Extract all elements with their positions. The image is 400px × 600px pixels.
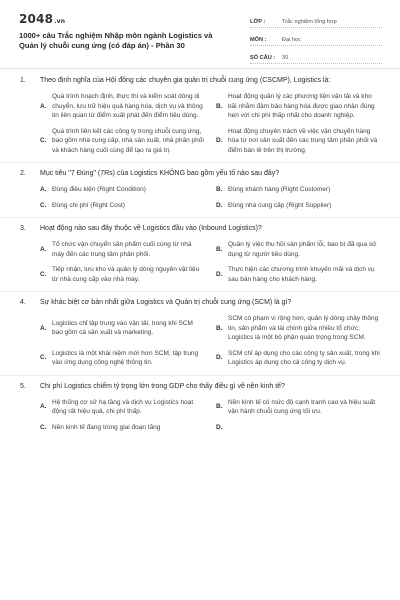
option-text: Đúng khách hàng (Right Customer) (228, 186, 331, 193)
question-header (0, 298, 400, 308)
option-d[interactable] (216, 420, 380, 436)
option-text: Đúng chi phí (Right Cost) (52, 201, 125, 209)
meta-value: Trắc nghiệm tổng hợp (282, 19, 337, 25)
option-a[interactable] (40, 237, 204, 262)
question-list (0, 76, 400, 441)
question-number: 2. (20, 170, 26, 177)
option-letter: A. (40, 186, 47, 193)
option-b[interactable] (216, 237, 380, 262)
meta-label: LỚP : (250, 19, 266, 25)
document-meta (250, 14, 382, 68)
question-header (0, 224, 400, 234)
option-text: Nền kinh tế đang trong giai đoạn tăng (52, 423, 161, 431)
option-c[interactable] (40, 198, 204, 214)
option-d[interactable] (216, 262, 380, 287)
option-letter: A. (40, 324, 47, 332)
question-4 (0, 298, 400, 376)
option-text: SCM có phạm vi rộng hơn, quản lý dòng chảy thông tin, sản phẩm và tài chính giữa nhiều tổ chức; Logistics là một bộ phận quan trọng trong SCM. (228, 315, 379, 341)
option-c[interactable] (40, 262, 204, 287)
option-a[interactable] (40, 182, 204, 198)
option-b[interactable] (216, 395, 380, 420)
option-letter: A. (40, 403, 47, 411)
option-letter: C. (40, 423, 47, 431)
options (0, 89, 400, 158)
option-text: Hoạt động quản lý các phương tiện vận tải và kho bãi nhằm đảm bảo hàng hóa được giao nhận đúng hẹn với chi phí thấp nhất cho doanh nghiệp. (228, 93, 375, 119)
meta-label: MÔN : (250, 37, 267, 43)
question-separator (0, 217, 400, 218)
question-number: 3. (20, 225, 26, 232)
question-header (0, 76, 400, 86)
option-letter: A. (40, 102, 47, 110)
meta-class (250, 14, 382, 28)
option-letter: D. (216, 201, 223, 209)
meta-subject (250, 32, 382, 46)
option-a[interactable] (40, 89, 204, 124)
option-letter: D. (216, 354, 223, 362)
option-a[interactable] (40, 395, 204, 420)
logo-suffix: .vn (54, 18, 66, 25)
header-divider (0, 68, 400, 69)
options (0, 237, 400, 287)
question-header (0, 169, 400, 179)
question-number: 4. (20, 299, 26, 306)
option-text: Đúng nhà cung cấp (Right Supplier) (228, 201, 332, 209)
question-separator (0, 375, 400, 376)
question-number: 1. (20, 77, 26, 84)
option-letter: D. (216, 270, 223, 278)
option-c[interactable] (40, 420, 204, 436)
option-text: Quản lý việc thu hồi sản phẩm lỗi, bao bì đã qua sử dụng từ người tiêu dùng. (228, 241, 377, 258)
option-letter: B. (216, 102, 223, 110)
option-letter: C. (40, 137, 47, 144)
meta-question-count (250, 50, 382, 64)
question-text: Mục tiêu "7 Đúng" (7Rs) của Logistics KHÔNG bao gồm yếu tố nào sau đây? (40, 170, 280, 177)
question-3 (0, 224, 400, 292)
question-1 (0, 76, 400, 163)
question-text: Theo định nghĩa của Hội đồng các chuyên gia quản trị chuỗi cung ứng (CSCMP), Logistics là: (40, 77, 331, 84)
meta-label: SỐ CÂU : (250, 55, 276, 61)
question-text: Chi phí Logistics chiếm tỷ trọng lớn trong GDP cho thấy điều gì về nền kinh tế? (40, 382, 285, 390)
option-letter: A. (40, 245, 47, 253)
option-letter: B. (216, 403, 223, 411)
logo-main: 2048 (19, 12, 54, 26)
question-2 (0, 169, 400, 218)
document-title: 1000+ câu Trắc nghiệm Nhập môn ngành Logistics và Quản lý chuỗi cung ứng (có đáp án) - Phần 30 (19, 31, 213, 50)
option-letter: C. (40, 201, 47, 209)
option-letter: C. (40, 270, 47, 278)
option-text: Nền kinh tế có mức độ cạnh tranh cao và hiệu suất vận hành chuỗi cung ứng tối ưu. (228, 398, 376, 415)
option-text: Hệ thống cơ sở hạ tầng và dịch vụ Logistics hoạt động rất hiệu quả, chi phí thấp. (52, 398, 194, 415)
option-text: Tiếp nhận, lưu kho và quản lý dòng nguyên vật liệu từ nhà cung cấp vào nhà máy. (52, 266, 200, 283)
option-d[interactable] (216, 124, 380, 159)
option-d[interactable] (216, 346, 380, 371)
option-text: Thực hiện các chương trình khuyến mãi và dịch vụ sau bán hàng cho khách hàng. (228, 266, 375, 283)
option-text: Đúng điều kiện (Right Condition) (52, 186, 146, 193)
option-text: Logistics là một khái niệm mới hơn SCM, tập trung vào ứng dụng công nghệ thông tin. (52, 349, 199, 366)
question-separator (0, 291, 400, 292)
option-letter: D. (216, 423, 223, 431)
option-text: Logistics chỉ tập trung vào vận tải, trong khi SCM bao gồm cả sản xuất và marketing. (52, 319, 193, 337)
question-number: 5. (20, 382, 26, 390)
question-separator (0, 162, 400, 163)
site-logo[interactable] (19, 12, 65, 26)
options (0, 395, 400, 436)
option-text: Quá trình liên kết các công ty trong chuỗi cung ứng, bao gồm nhà cung cấp, nhà sản xuất, nhà phân phối và khách hàng cuối cùng để tạo ra giá trị. (52, 127, 204, 154)
option-letter: B. (216, 186, 223, 193)
option-text: Quá trình hoạch định, thực thi và kiểm soát dòng di chuyển, lưu trữ hiệu quả hàng hóa, dịch vụ và thông tin liên quan từ điểm xuất phát đến điểm tiêu dùng. (52, 93, 203, 119)
options (0, 182, 400, 213)
option-letter: B. (216, 245, 223, 253)
option-b[interactable] (216, 311, 380, 346)
option-letter: B. (216, 324, 223, 332)
option-c[interactable] (40, 124, 204, 159)
option-c[interactable] (40, 346, 204, 371)
question-5 (0, 382, 400, 436)
options (0, 311, 400, 371)
option-d[interactable] (216, 198, 380, 214)
option-text: SCM chỉ áp dụng cho các công ty sản xuất, trong khi Logistics áp dụng cho cả công ty dịch vụ. (228, 349, 380, 366)
question-text: Sự khác biệt cơ bản nhất giữa Logistics và Quản trị chuỗi cung ứng (SCM) là gì? (40, 299, 292, 306)
option-b[interactable] (216, 182, 380, 198)
option-b[interactable] (216, 89, 380, 124)
option-a[interactable] (40, 311, 204, 346)
meta-value: Đại học (282, 37, 301, 43)
option-letter: C. (40, 354, 47, 362)
meta-value: 30 (282, 55, 289, 61)
question-text: Hoạt động nào sau đây thuộc về Logistics đầu vào (Inbound Logistics)? (40, 225, 262, 232)
page-header (0, 0, 400, 66)
option-letter: D. (216, 137, 223, 144)
question-header (0, 382, 400, 392)
option-text: Tổ chức vận chuyển sản phẩm cuối cùng từ nhà máy đến các trung tâm phân phối. (52, 241, 192, 258)
option-text: Hoạt động chuyên trách về việc vận chuyển hàng hóa từ nơi sản xuất đến các trung tâm phân phối và điểm bán lẻ trên thị trường. (228, 127, 378, 154)
